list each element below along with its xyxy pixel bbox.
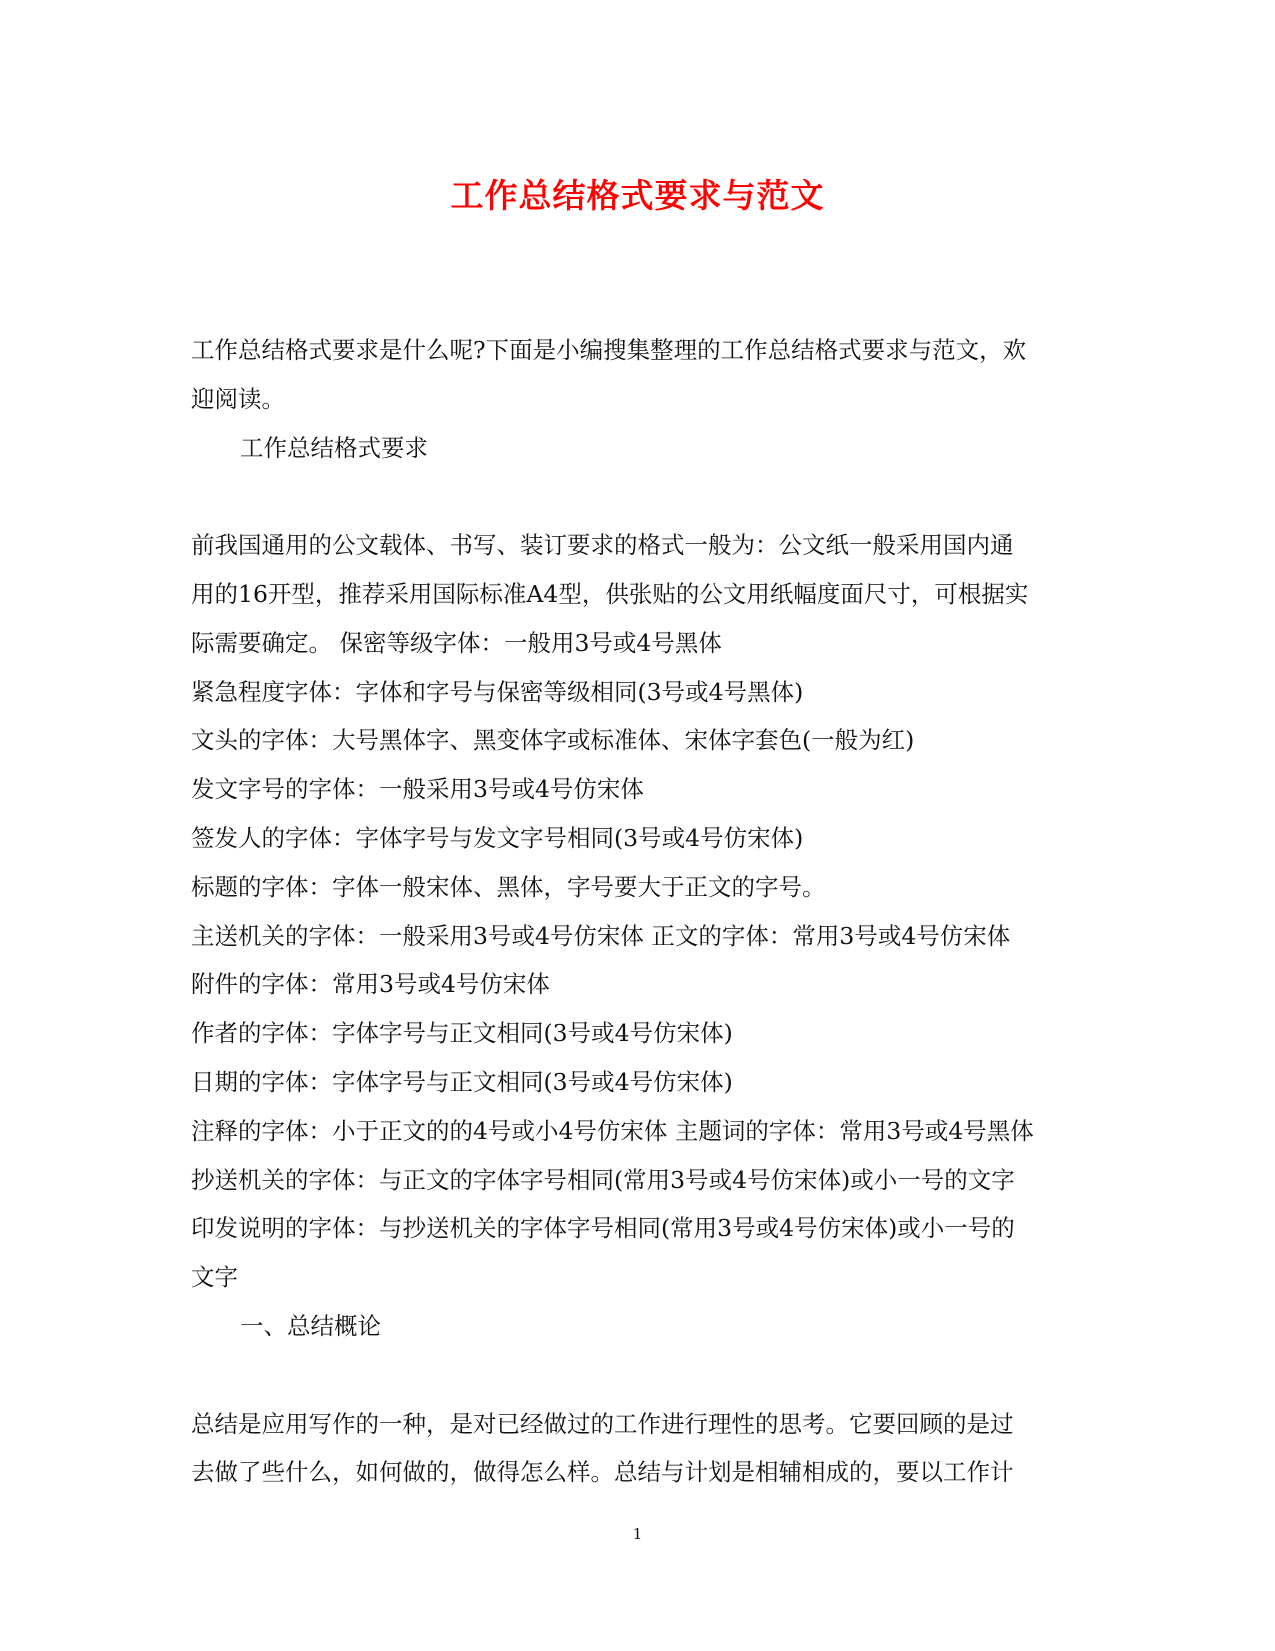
paragraph-line: 用的16开型，推荐采用国际标准A4型，供张贴的公文用纸幅度面尺寸，可根据实 [191,579,1029,608]
section-heading-overview: 一、总结概论 [240,1311,381,1340]
list-item: 抄送机关的字体：与正文的字体字号相同(常用3号或4号仿宋体)或小一号的文字 [191,1165,1015,1194]
list-item: 印发说明的字体：与抄送机关的字体字号相同(常用3号或4号仿宋体)或小一号的 [191,1214,1015,1243]
list-item: 发文字号的字体：一般采用3号或4号仿宋体 [191,775,644,804]
paragraph-line: 际需要确定。 保密等级字体：一般用3号或4号黑体 [191,628,722,657]
page-number: 1 [632,1525,643,1543]
paragraph-line: 去做了些什么，如何做的，做得怎么样。总结与计划是相辅相成的，要以工作计 [191,1458,1014,1487]
intro-line: 工作总结格式要求是什么呢?下面是小编搜集整理的工作总结格式要求与范文，欢 [191,336,1027,364]
list-item: 紧急程度字体：字体和字号与保密等级相同(3号或4号黑体) [191,677,804,706]
document-title: 工作总结格式要求与范文 [450,176,825,215]
section-heading-format: 工作总结格式要求 [240,433,428,462]
list-item: 附件的字体：常用3号或4号仿宋体 [191,970,550,999]
document-body [191,326,1084,1497]
list-item: 作者的字体：字体字号与正文相同(3号或4号仿宋体) [191,1019,733,1048]
intro-line: 迎阅读。 [191,384,285,413]
list-item: 主送机关的字体：一般采用3号或4号仿宋体 正文的字体：常用3号或4号仿宋体 [191,921,1011,950]
list-item: 注释的字体：小于正文的的4号或小4号仿宋体 主题词的字体：常用3号或4号黑体 [191,1116,1034,1145]
list-item: 签发人的字体：字体字号与发文字号相同(3号或4号仿宋体) [191,823,804,852]
list-item: 标题的字体：字体一般宋体、黑体，字号要大于正文的字号。 [191,872,826,901]
list-item: 日期的字体：字体字号与正文相同(3号或4号仿宋体) [191,1067,733,1096]
list-item: 文头的字体：大号黑体字、黑变体字或标准体、宋体字套色(一般为红) [191,726,915,755]
list-item: 文字 [191,1263,238,1292]
paragraph-line: 总结是应用写作的一种，是对已经做过的工作进行理性的思考。它要回顾的是过 [191,1409,1014,1438]
paragraph-line: 前我国通用的公文载体、书写、装订要求的格式一般为：公文纸一般采用国内通 [191,531,1014,560]
